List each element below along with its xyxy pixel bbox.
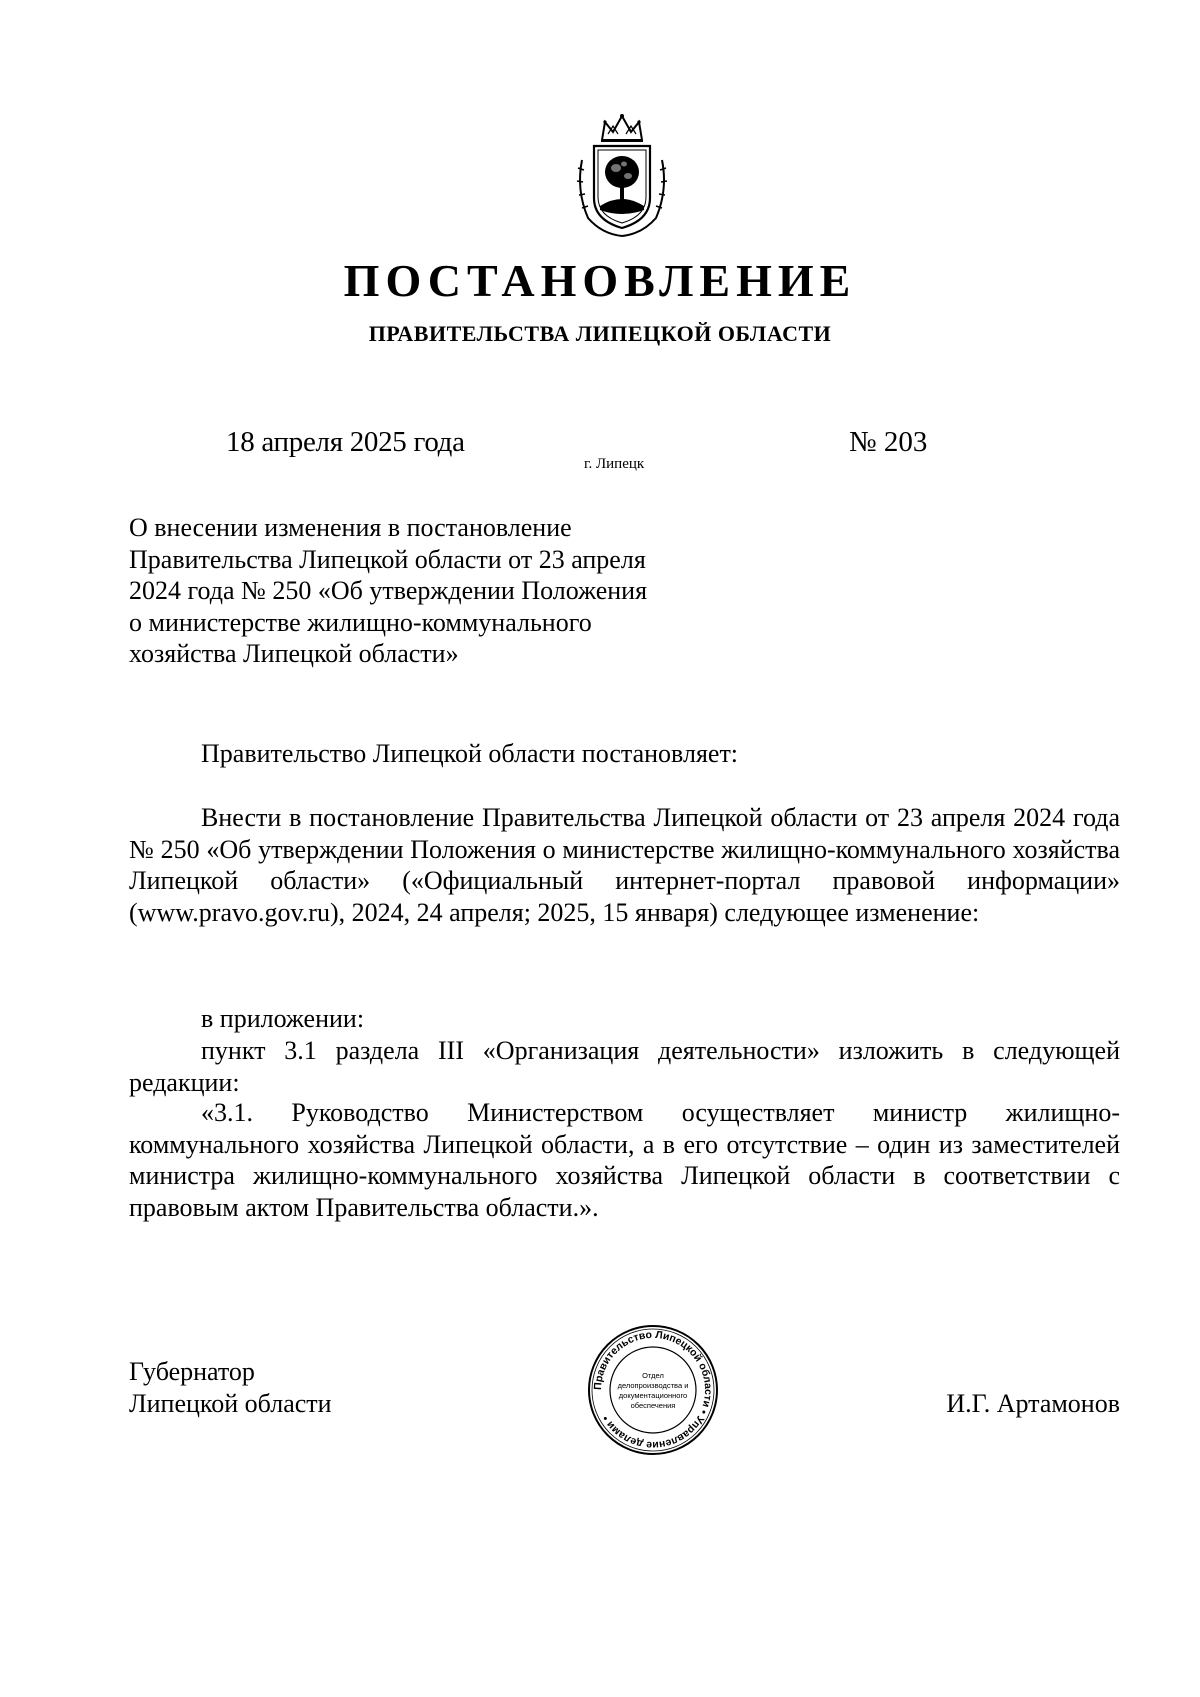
stamp-inner-line: Отдел: [642, 1371, 664, 1380]
document-subject: [129, 512, 729, 670]
signatory-position-line: Липецкой области: [129, 1389, 332, 1418]
paragraph-new-wording: «3.1. Руководство Министерством осуществляет министр жилищно-коммунального хозяйства Липецкой области, а в его отсутствие – один из заместителей министра жилищно-коммунального хозяйства Липецкой области в соответствии с правовым актом Правительства области.».: [129, 1098, 1120, 1222]
office-stamp: [586, 1323, 720, 1457]
signatory-position: [129, 1356, 332, 1420]
subject-line: О внесении изменения в постановление: [129, 513, 572, 542]
paragraph-resolves: Правительство Липецкой области постановляет:: [201, 739, 739, 768]
document-title: ПОСТАНОВЛЕНИЕ: [343, 255, 857, 306]
document-subtitle: ПРАВИТЕЛЬСТВА ЛИПЕЦКОЙ ОБЛАСТИ: [368, 321, 832, 346]
subject-line: хозяйства Липецкой области»: [129, 639, 459, 668]
document-number: № 203: [849, 426, 928, 458]
stamp-outer-text: Правительство Липецкой области • Управление делами •: [591, 1328, 715, 1452]
stamp-inner-line: обеспечения: [630, 1401, 676, 1410]
stamp-inner-line: делопроизводства и: [617, 1381, 689, 1390]
subject-line: о министерстве жилищно-коммунального: [129, 607, 592, 637]
paragraph-annex: в приложении:: [201, 1004, 365, 1033]
document-city: г. Липецк: [584, 456, 645, 472]
subject-line: 2024 года № 250 «Об утверждении Положения: [129, 576, 648, 605]
signatory-position-line: Губернатор: [129, 1357, 255, 1386]
paragraph-amendment: Внести в постановление Правительства Липецкой области от 23 апреля 2024 года № 250 «Об утверждении Положения о министерстве жилищно-коммунального хозяйства Липецкой области» («Официальный интернет-портал правовой информации» (www.pravo.gov.ru), 2024, 24 апреля; 2025, 15 января) следующее изменение:: [129, 803, 1120, 927]
coat-of-arms-emblem: [572, 110, 672, 240]
document-date: 18 апреля 2025 года: [226, 426, 465, 458]
stamp-inner-line: документационного: [618, 1391, 688, 1400]
signatory-name: И.Г. Артамонов: [946, 1389, 1120, 1418]
paragraph-point: пункт 3.1 раздела III «Организация деятельности» изложить в следующей редакции:: [129, 1036, 1120, 1097]
subject-line: Правительства Липецкой области от 23 апреля: [129, 544, 646, 574]
